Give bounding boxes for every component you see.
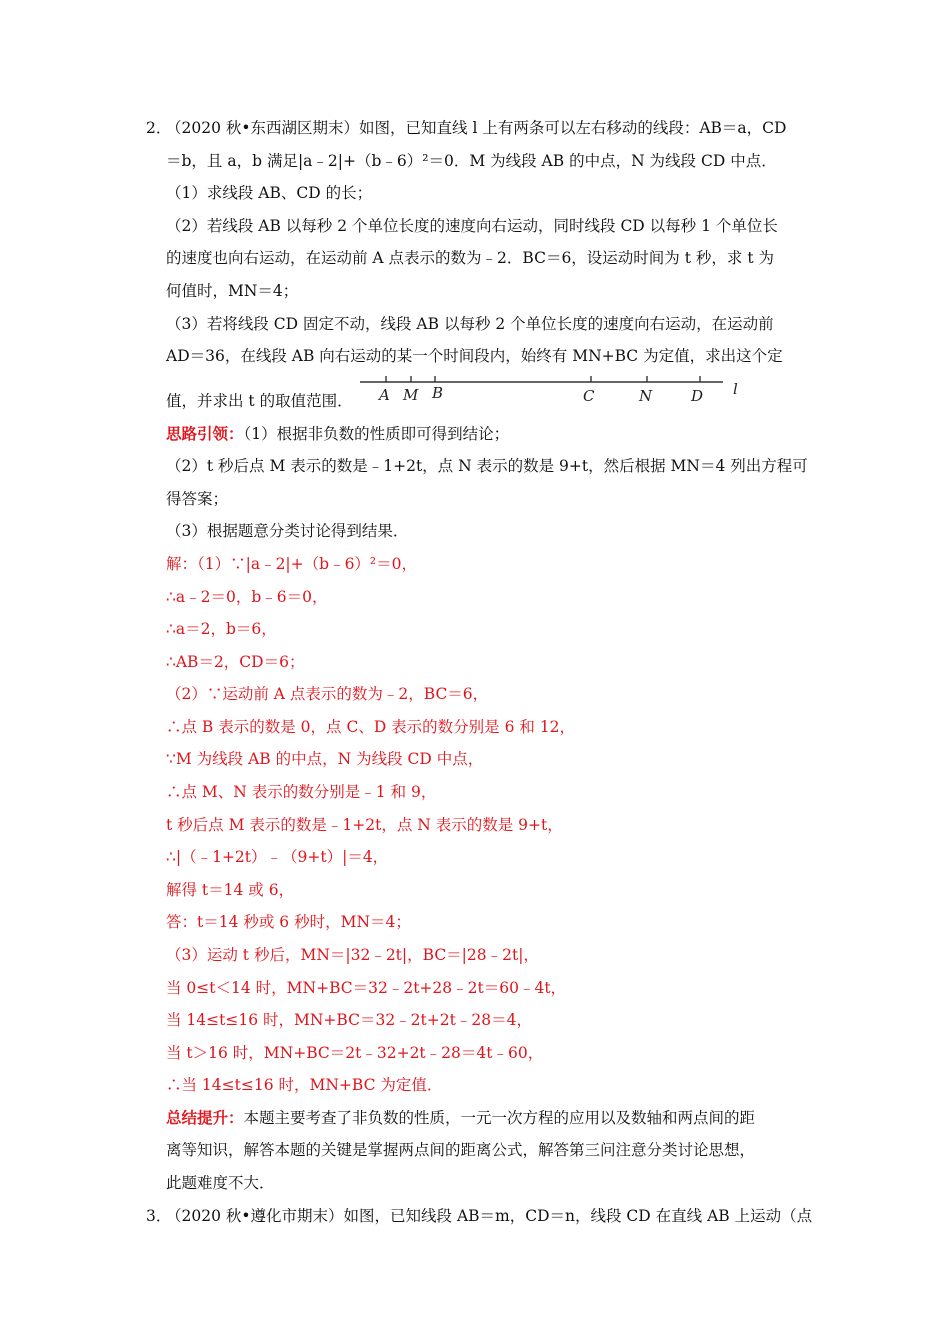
problem-2-question-2-line-1: （2）若线段 AB 以每秒 2 个单位长度的速度向右运动，同时线段 CD 以每秒 1 个单位长: [166, 217, 778, 235]
problem-2-question-3-line-1: （3）若将线段 CD 固定不动，线段 AB 以每秒 2 个单位长度的速度向右运动，在运动前: [166, 315, 774, 333]
solution-line: ∴当 14≤t≤16 时，MN+BC 为定值．: [166, 1076, 443, 1094]
solution-line: 当 t＞16 时，MN+BC＝2t﹣32+2t﹣28＝4t﹣60，: [166, 1044, 544, 1062]
solution-line: ∴a＝2，b＝6，: [166, 620, 277, 638]
solution-line: ∵M 为线段 AB 的中点，N 为线段 CD 中点，: [166, 750, 484, 768]
hint-line-1-text: （1）根据非负数的性质即可得到结论；: [243, 425, 510, 443]
summary-line-1: [166, 1108, 755, 1128]
solution-line: 解：（1）∵|a﹣2|+（b﹣6）²＝0，: [166, 555, 418, 573]
problem-3-line-1: （2020 秋•遵化市期末）如图，已知线段 AB＝m，CD＝n，线段 CD 在直线 AB 上运动（点: [166, 1207, 813, 1225]
solution-line: ∴点 B 表示的数是 0，点 C、D 表示的数分别是 6 和 12，: [166, 718, 576, 736]
problem-2-question-3-line-2: AD＝36，在线段 AB 向右运动的某一个时间段内，始终有 MN+BC 为定值，求出这个定: [166, 347, 783, 365]
label-d: D: [691, 387, 704, 405]
problem-2-question-2-line-2: 的速度也向右运动，在运动前 A 点表示的数为﹣2．BC＝6，设运动时间为 t 秒，求 t 为: [166, 249, 774, 267]
problem-2-stem-line-2: ＝b，且 a，b 满足|a﹣2|+（b﹣6）²＝0．M 为线段 AB 的中点，N 为线段 CD 中点．: [166, 152, 777, 170]
problem-2-question-3-line-3: 值，并求出 t 的取值范围．: [166, 392, 353, 410]
solution-line: t 秒后点 M 表示的数是﹣1+2t，点 N 表示的数是 9+t，: [166, 816, 563, 834]
summary-line-3: 此题难度不大．: [166, 1174, 275, 1192]
problem-2-question-1: （1）求线段 AB、CD 的长；: [166, 184, 373, 202]
solution-line: ∴a﹣2＝0，b﹣6＝0，: [166, 588, 328, 606]
problem-2-number: 2．: [146, 119, 172, 137]
solution-line: （2）∵运动前 A 点表示的数为﹣2，BC＝6，: [166, 685, 489, 703]
summary-title: 总结提升：: [166, 1108, 244, 1127]
label-b: B: [432, 384, 444, 402]
solution-line: 当 14≤t≤16 时，MN+BC＝32﹣2t+2t﹣28＝4，: [166, 1011, 532, 1029]
problem-2-question-2-line-3: 何值时，MN＝4；: [166, 282, 299, 300]
solution-line: ∴AB＝2，CD＝6；: [166, 653, 305, 671]
solution-line: 当 0≤t＜14 时，MN+BC＝32﹣2t+28﹣2t＝60﹣4t，: [166, 979, 567, 997]
hint-line-3: 得答案；: [166, 490, 229, 508]
label-l: l: [733, 380, 738, 398]
hint-line-2: （2）t 秒后点 M 表示的数是﹣1+2t，点 N 表示的数是 9+t，然后根据 MN＝4 列出方程可: [166, 457, 808, 475]
label-n: N: [639, 387, 653, 405]
number-line-figure: [355, 368, 755, 408]
hint-line-4: （3）根据题意分类讨论得到结果．: [166, 522, 409, 540]
label-m: M: [403, 386, 419, 404]
problem-2-stem-line-1: （2020 秋•东西湖区期末）如图，已知直线 l 上有两条可以左右移动的线段：AB＝a，CD: [166, 119, 787, 137]
problem-3-number: 3．: [146, 1207, 172, 1225]
hint-title: 思路引领：: [166, 424, 244, 443]
label-a: A: [379, 386, 390, 404]
solution-line: （3）运动 t 秒后，MN＝|32﹣2t|，BC＝|28﹣2t|，: [166, 946, 539, 964]
summary-line-1-text: 本题主要考查了非负数的性质，一元一次方程的应用以及数轴和两点间的距: [243, 1109, 756, 1127]
solution-line: 答：t＝14 秒或 6 秒时，MN＝4；: [166, 913, 411, 931]
hint-line-1: [166, 424, 509, 444]
label-c: C: [583, 387, 595, 405]
solution-line: ∴点 M、N 表示的数分别是﹣1 和 9，: [166, 783, 437, 801]
summary-line-2: 离等知识，解答本题的关键是掌握两点间的距离公式，解答第三问注意分类讨论思想，: [166, 1141, 756, 1159]
solution-line: ∴|（﹣1+2t）﹣（9+t）|＝4，: [166, 848, 389, 866]
solution-line: 解得 t＝14 或 6，: [166, 881, 295, 899]
